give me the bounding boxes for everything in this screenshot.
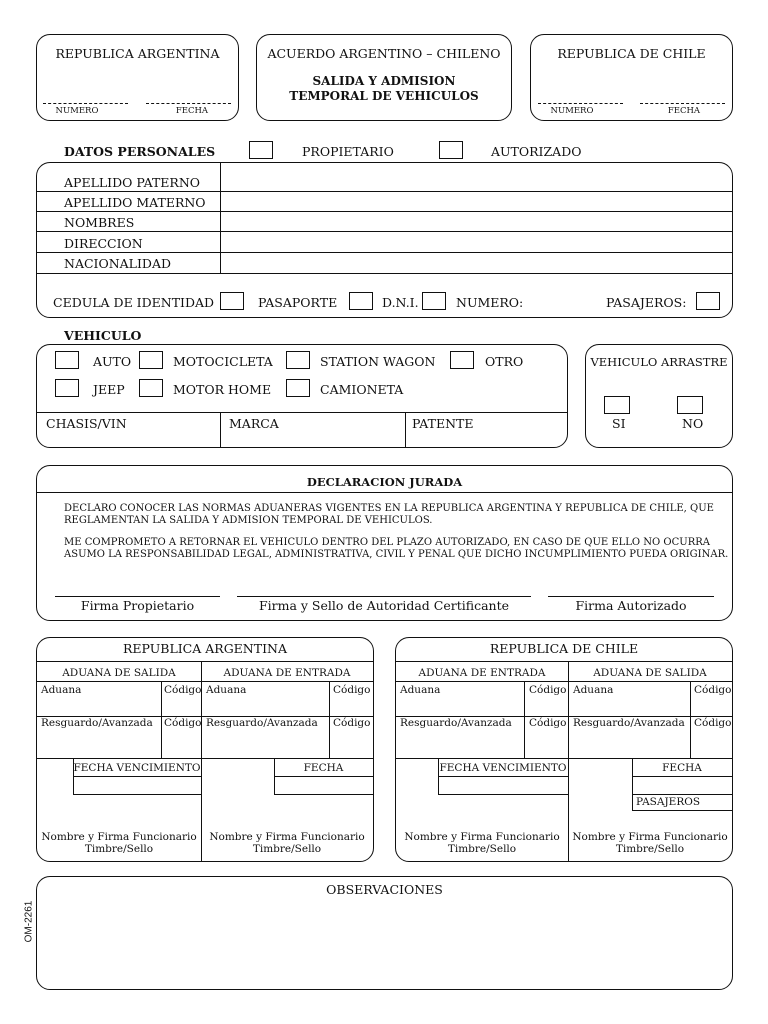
arg-fecha-vencimiento-label: FECHA VENCIMIENTO	[73, 762, 201, 774]
firma-sello-label: Firma y Sello de Autoridad Certificante	[258, 598, 510, 613]
chile-numero-label: NUMERO	[550, 106, 594, 116]
datos-personales-divider	[220, 163, 221, 273]
aduana-chile-title: REPUBLICA DE CHILE	[489, 641, 639, 656]
arg-salida-head: ADUANA DE SALIDA	[62, 667, 176, 679]
chile-line-head	[396, 681, 732, 682]
firma-sello-line[interactable]	[237, 596, 531, 597]
vehiculo-col-line-2	[405, 412, 406, 447]
firma-autorizado-line[interactable]	[548, 596, 714, 597]
chile-entrada-firma-1: Nombre y Firma Funcionario	[404, 831, 560, 843]
arrastre-si-checkbox[interactable]	[604, 396, 630, 414]
chasis-label: CHASIS/VIN	[46, 416, 127, 431]
auto-checkbox[interactable]	[55, 351, 79, 369]
pasaporte-checkbox[interactable]	[349, 292, 373, 310]
arrastre-si-label: SI	[612, 416, 626, 431]
arg-numero-label: NUMERO	[55, 106, 99, 116]
chile-entrada-firma-2: Timbre/Sello	[447, 843, 517, 855]
firma-propietario-label: Firma Propietario	[80, 598, 195, 613]
arrastre-title: VEHICULO ARRASTRE	[590, 355, 728, 369]
arg-codigo-divider-1	[161, 681, 162, 758]
chile-salida-head: ADUANA DE SALIDA	[593, 667, 707, 679]
dni-checkbox[interactable]	[422, 292, 446, 310]
arg-fecha-line-1	[274, 776, 373, 777]
declaracion-title-line	[37, 492, 732, 493]
patente-field[interactable]	[408, 430, 564, 446]
jeep-label: JEEP	[93, 382, 125, 397]
header-chile-title: REPUBLICA DE CHILE	[557, 46, 706, 61]
arg-salida-firma-2: Timbre/Sello	[84, 843, 154, 855]
chile-salida-aduana-label: Aduana	[573, 684, 614, 696]
arg-entrada-firma-1: Nombre y Firma Funcionario	[209, 831, 365, 843]
auto-label: AUTO	[93, 354, 132, 369]
chile-line-title	[396, 661, 732, 662]
cedula-checkbox[interactable]	[220, 292, 244, 310]
arg-codigo-divider-2	[329, 681, 330, 758]
declaracion-p2b: ASUMO LA RESPONSABILIDAD LEGAL, ADMINISTRATIVA, CIVIL Y PENAL QUE DICHO INCUMPLIMIENTO PUEDA ORIGINAR.	[64, 549, 729, 560]
arg-line-head	[37, 681, 373, 682]
chasis-field[interactable]	[40, 430, 218, 446]
motocicleta-label: MOTOCICLETA	[173, 354, 273, 369]
apellido-paterno-label: APELLIDO PATERNO	[64, 175, 201, 190]
header-argentina-title: REPUBLICA ARGENTINA	[55, 46, 220, 61]
chile-entrada-aduana-label: Aduana	[400, 684, 441, 696]
arg-entrada-codigo-label: Código	[333, 684, 371, 696]
jeep-checkbox[interactable]	[55, 379, 79, 397]
chile-salida-firma-1: Nombre y Firma Funcionario	[572, 831, 728, 843]
chile-entrada-codigo-label: Código	[529, 684, 567, 696]
vehiculo-row-line	[37, 412, 567, 413]
nacionalidad-label: NACIONALIDAD	[64, 256, 171, 271]
declaracion-p1b: REGLAMENTAN LA SALIDA Y ADMISION TEMPORAL DE VEHICULOS.	[64, 515, 433, 526]
chile-fecha-line-2	[632, 794, 732, 795]
arg-fecha-vencimiento-field[interactable]	[75, 778, 199, 793]
marca-field[interactable]	[223, 430, 403, 446]
arg-salida-resguardo-label: Resguardo/Avanzada	[41, 717, 153, 729]
declaracion-p2a: ME COMPROMETO A RETORNAR EL VEHICULO DENTRO DEL PLAZO AUTORIZADO, EN CASO DE QUE ELLO NO OCURRA	[64, 537, 710, 548]
motor-home-label: MOTOR HOME	[173, 382, 272, 397]
direccion-field[interactable]	[222, 232, 730, 251]
pasajeros-label: PASAJEROS:	[606, 295, 687, 310]
chile-codigo-divider-2	[690, 681, 691, 758]
declaracion-p1a: DECLARO CONOCER LAS NORMAS ADUANERAS VIGENTES EN LA REPUBLICA ARGENTINA Y REPUBLICA DE CHILE, QUE	[64, 503, 714, 514]
arg-numero-line[interactable]	[43, 103, 128, 104]
chile-fecha-vencimiento-label: FECHA VENCIMIENTO	[439, 762, 567, 774]
arg-line-resguardo	[37, 758, 373, 759]
apellido-materno-label: APELLIDO MATERNO	[64, 195, 206, 210]
chile-fecha-vencimiento-field[interactable]	[440, 778, 566, 793]
chile-entrada-head: ADUANA DE ENTRADA	[418, 667, 546, 679]
arg-fecha-line[interactable]	[146, 103, 231, 104]
vehiculo-col-line-1	[220, 412, 221, 447]
direccion-label: DIRECCION	[64, 236, 143, 251]
pasaporte-label: PASAPORTE	[258, 295, 338, 310]
autorizado-label: AUTORIZADO	[491, 144, 582, 159]
motocicleta-checkbox[interactable]	[139, 351, 163, 369]
arrastre-no-label: NO	[682, 416, 704, 431]
nacionalidad-field[interactable]	[222, 253, 730, 272]
arg-fecha-field[interactable]	[276, 778, 371, 793]
arg-fecha-label: FECHA	[175, 106, 209, 116]
chile-salida-firma-2: Timbre/Sello	[615, 843, 685, 855]
nombres-field[interactable]	[222, 212, 730, 230]
chile-fv-line-2	[438, 794, 568, 795]
arrastre-no-checkbox[interactable]	[677, 396, 703, 414]
declaracion-title: DECLARACION JURADA	[306, 475, 463, 489]
chile-fecha-line-1	[632, 776, 732, 777]
chile-pasajeros-label: PASAJEROS	[636, 796, 701, 808]
arg-fecha-label: FECHA	[303, 762, 344, 774]
aduana-argentina-title: REPUBLICA ARGENTINA	[123, 641, 287, 656]
arg-fv-line-2	[73, 794, 201, 795]
apellido-materno-field[interactable]	[222, 192, 730, 210]
dni-label: D.N.I.	[382, 295, 419, 310]
chile-fecha-line[interactable]	[640, 103, 725, 104]
arg-salida-aduana-label: Aduana	[41, 684, 82, 696]
firma-autorizado-label: Firma Autorizado	[575, 598, 687, 613]
chile-entrada-resguardo-label: Resguardo/Avanzada	[400, 717, 512, 729]
chile-numero-line[interactable]	[538, 103, 623, 104]
pasajeros-field[interactable]	[696, 292, 720, 310]
arg-line-title	[37, 661, 373, 662]
cedula-label: CEDULA DE IDENTIDAD	[53, 295, 215, 310]
chile-entrada-resguardo-codigo: Código	[529, 717, 567, 729]
header-acuerdo-sub1: SALIDA Y ADMISION	[312, 74, 456, 88]
patente-label: PATENTE	[412, 416, 474, 431]
chile-salida-codigo-label: Código	[694, 684, 732, 696]
chile-pasajeros-line	[632, 810, 732, 811]
numero-label: NUMERO:	[456, 295, 524, 310]
chile-codigo-divider-1	[524, 681, 525, 758]
header-acuerdo-title: ACUERDO ARGENTINO – CHILENO	[267, 46, 501, 61]
motor-home-checkbox[interactable]	[139, 379, 163, 397]
apellido-paterno-field[interactable]	[222, 163, 730, 190]
camioneta-label: CAMIONETA	[320, 382, 404, 397]
firma-propietario-line[interactable]	[55, 596, 220, 597]
header-acuerdo-sub2: TEMPORAL DE VEHICULOS	[289, 89, 479, 103]
autorizado-checkbox[interactable]	[439, 141, 463, 159]
chile-salida-resguardo-label: Resguardo/Avanzada	[573, 717, 685, 729]
chile-salida-resguardo-codigo: Código	[694, 717, 732, 729]
arg-fecha-line-2	[274, 794, 373, 795]
arg-fv-line-1	[73, 776, 201, 777]
observaciones-title: OBSERVACIONES	[326, 882, 443, 897]
chile-line-resguardo	[396, 758, 732, 759]
arg-entrada-resguardo-label: Resguardo/Avanzada	[206, 717, 318, 729]
marca-label: MARCA	[229, 416, 279, 431]
arg-salida-codigo-label: Código	[164, 684, 202, 696]
otro-checkbox[interactable]	[450, 351, 474, 369]
arg-entrada-firma-2: Timbre/Sello	[252, 843, 322, 855]
arg-entrada-head: ADUANA DE ENTRADA	[223, 667, 351, 679]
chile-fv-line-1	[438, 776, 568, 777]
observaciones-field[interactable]	[44, 902, 724, 984]
arg-entrada-aduana-label: Aduana	[206, 684, 247, 696]
nombres-label: NOMBRES	[64, 215, 135, 230]
arg-salida-resguardo-codigo: Código	[164, 717, 202, 729]
station-wagon-checkbox[interactable]	[286, 351, 310, 369]
chile-fecha-label: FECHA	[667, 106, 701, 116]
chile-fecha-field[interactable]	[634, 778, 730, 793]
datos-personales-title: DATOS PERSONALES	[64, 144, 216, 159]
propietario-checkbox[interactable]	[249, 141, 273, 159]
station-wagon-label: STATION WAGON	[320, 354, 436, 369]
vehiculo-title: VEHICULO	[64, 328, 142, 343]
camioneta-checkbox[interactable]	[286, 379, 310, 397]
propietario-label: PROPIETARIO	[302, 144, 394, 159]
row-line-5	[37, 273, 732, 274]
arg-entrada-resguardo-codigo: Código	[333, 717, 371, 729]
chile-fecha-label: FECHA	[662, 762, 702, 774]
otro-label: OTRO	[485, 354, 524, 369]
form-code: OM-2261	[23, 900, 35, 943]
arg-salida-firma-1: Nombre y Firma Funcionario	[41, 831, 197, 843]
